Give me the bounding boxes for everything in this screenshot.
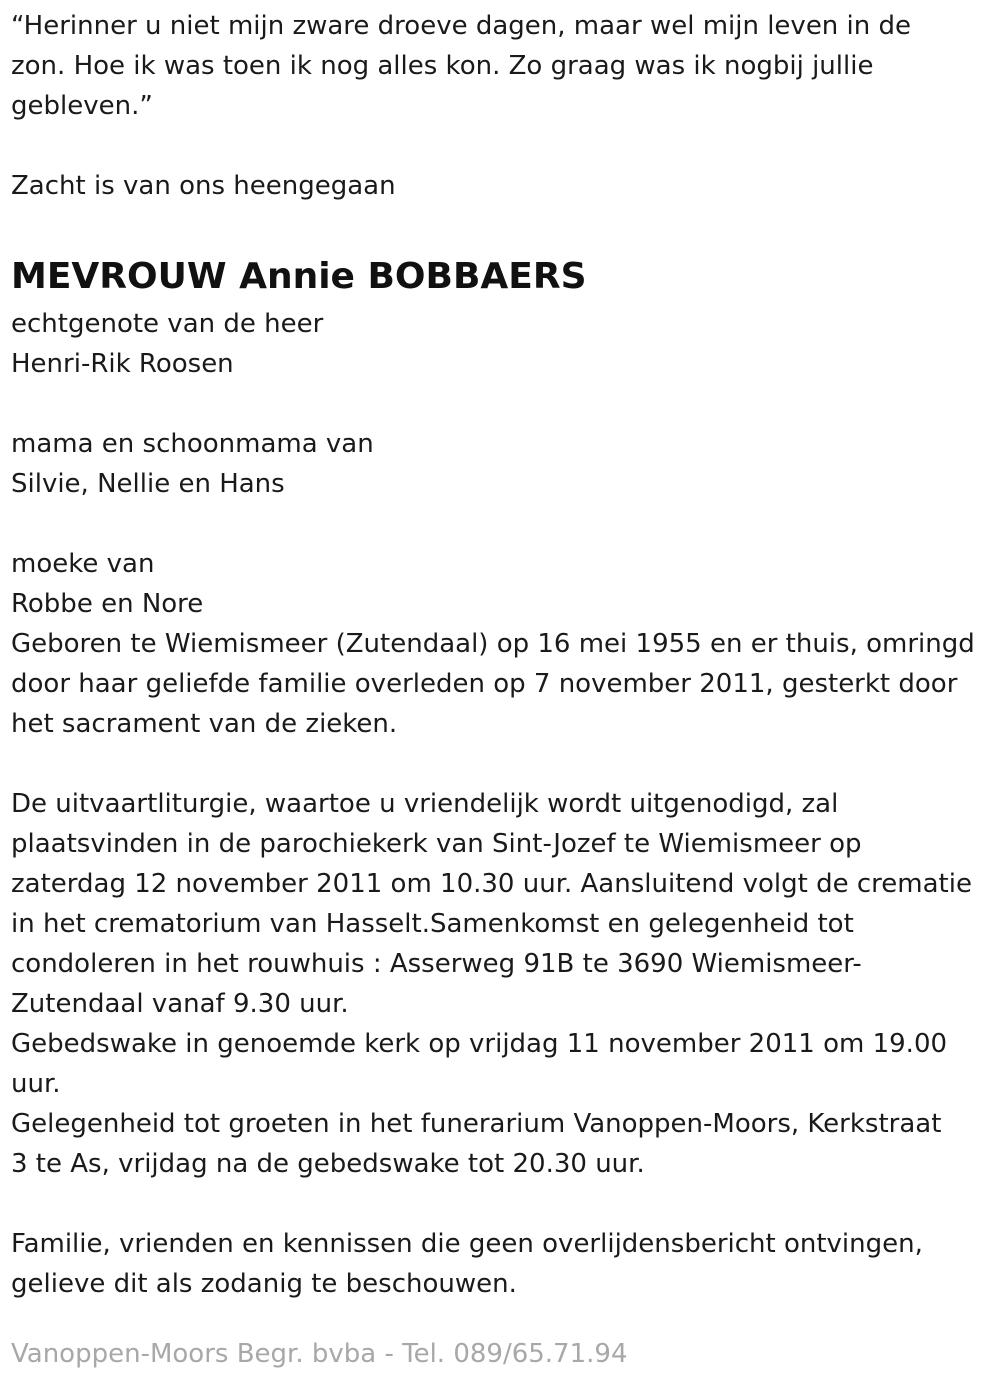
funeral-home-footer: Vanoppen-Moors Begr. bvba - Tel. 089/65.71.94 <box>11 1339 628 1369</box>
funeral-line: uur. <box>11 1069 61 1099</box>
notice-line: gelieve dit als zodanig te beschouwen. <box>11 1269 517 1299</box>
funeral-line: plaatsvinden in de parochiekerk van Sint-Jozef te Wiemismeer op <box>11 829 862 859</box>
quote-line: zon. Hoe ik was toen ik nog alles kon. Zo graag was ik nogbij jullie <box>11 51 874 81</box>
funeral-line: De uitvaartliturgie, waartoe u vriendelijk wordt uitgenodigd, zal <box>11 789 839 819</box>
funeral-line: Zutendaal vanaf 9.30 uur. <box>11 989 349 1019</box>
spouse-block <box>11 304 996 384</box>
grandchildren-block <box>11 544 996 624</box>
notice-line: Familie, vrienden en kennissen die geen overlijdensbericht ontvingen, <box>11 1229 923 1259</box>
funeral-line: zaterdag 12 november 2011 om 10.30 uur. Aansluitend volgt de crematie <box>11 869 972 899</box>
spouse-line: Henri-Rik Roosen <box>11 349 234 379</box>
spouse-line: echtgenote van de heer <box>11 309 324 339</box>
grandchildren-line: moeke van <box>11 549 155 579</box>
funeral-line: Gelegenheid tot groeten in het funerarium Vanoppen-Moors, Kerkstraat <box>11 1109 942 1139</box>
children-line: mama en schoonmama van <box>11 429 374 459</box>
birth-death-line: door haar geliefde familie overleden op 7 november 2011, gesterkt door <box>11 669 958 699</box>
quote-line: gebleven.” <box>11 91 153 121</box>
intro-text: Zacht is van ons heengegaan <box>11 171 396 201</box>
birth-death-line: Geboren te Wiemismeer (Zutendaal) op 16 mei 1955 en er thuis, omringd <box>11 629 975 659</box>
notice-block <box>11 1224 996 1304</box>
quote-line: “Herinner u niet mijn zware droeve dagen, maar wel mijn leven in de <box>11 11 912 41</box>
funeral-line: in het crematorium van Hasselt.Samenkomst en gelegenheid tot <box>11 909 854 939</box>
children-line: Silvie, Nellie en Hans <box>11 469 285 499</box>
funeral-block <box>11 784 996 1184</box>
funeral-line: 3 te As, vrijdag na de gebedswake tot 20.30 uur. <box>11 1149 645 1179</box>
children-block <box>11 424 996 504</box>
grandchildren-line: Robbe en Nore <box>11 589 204 619</box>
quote-block <box>11 6 996 126</box>
funeral-line: Gebedswake in genoemde kerk op vrijdag 11 november 2011 om 19.00 <box>11 1029 948 1059</box>
birth-death-line: het sacrament van de zieken. <box>11 709 398 739</box>
deceased-name: MEVROUW Annie BOBBAERS <box>11 256 587 297</box>
birth-death-block <box>11 624 996 744</box>
obituary-notice <box>11 6 996 1304</box>
funeral-line: condoleren in het rouwhuis : Asserweg 91B te 3690 Wiemismeer- <box>11 949 862 979</box>
